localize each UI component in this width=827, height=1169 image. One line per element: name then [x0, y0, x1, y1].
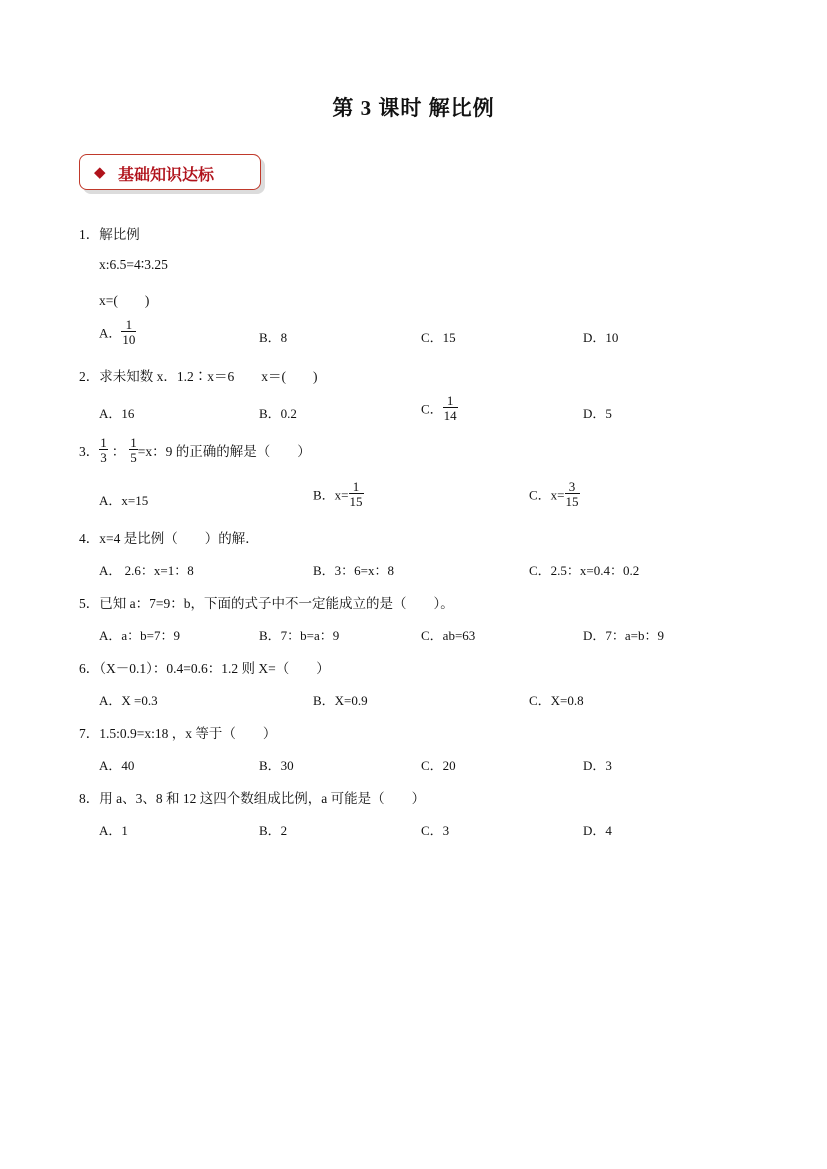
question-5-option-c[interactable]: C．ab=63 [421, 628, 476, 643]
denominator: 3 [100, 450, 107, 465]
denominator: 14 [443, 408, 457, 423]
denominator: 10 [122, 332, 136, 347]
question-3-option-b[interactable] [313, 480, 364, 508]
section-badge [79, 154, 261, 190]
fraction [121, 318, 136, 346]
question-5-option-d[interactable]: D．7：a=b：9 [583, 628, 664, 643]
question-6-stem: 6．（X－0.1）：0.4=0.6：1.2 则 X=（ ） [79, 661, 330, 676]
question-4-stem: 4．x=4 是比例（ ）的解． [79, 531, 259, 546]
question-2-option-a[interactable]: A．16 [99, 406, 135, 421]
fraction [349, 480, 364, 508]
fraction [443, 394, 458, 422]
question-6-option-c[interactable]: C．X=0.8 [529, 693, 584, 708]
numerator: 3 [568, 479, 576, 494]
question-6-option-a[interactable]: A．X =0.3 [99, 693, 158, 708]
question-4-option-a[interactable]: A． 2.6：x=1：8 [99, 563, 194, 578]
section-label: 基础知识达标 [118, 167, 215, 184]
question-7-option-c[interactable]: C．20 [421, 758, 456, 773]
question-7-option-b[interactable]: B．30 [259, 758, 294, 773]
ratio-sign: ： [111, 444, 126, 459]
question-1-equation: x:6.5=4∶3.25 [99, 257, 168, 272]
option-label: A． [99, 325, 122, 341]
question-2-option-c[interactable] [421, 394, 458, 422]
question-1-option-a[interactable] [99, 318, 136, 346]
question-1-option-c[interactable]: C．15 [421, 330, 456, 345]
question-text: =x：9 的正确的解是（ ） [137, 444, 311, 459]
question-5-option-a[interactable]: A．a：b=7：9 [99, 628, 180, 643]
question-8-option-d[interactable]: D．4 [583, 823, 612, 838]
question-1-option-b[interactable]: B．8 [259, 330, 288, 345]
question-5-option-b[interactable]: B．7：b=a：9 [259, 628, 340, 643]
question-8-stem: 8．用 a、3、8 和 12 这四个数组成比例，a 可能是（ ） [79, 791, 426, 806]
option-label: C． [421, 401, 443, 417]
question-7-option-a[interactable]: A．40 [99, 758, 135, 773]
question-3-stem [79, 436, 311, 464]
denominator: 15 [565, 494, 579, 509]
question-1-stem: 1．解比例 [79, 227, 140, 242]
question-4-option-b[interactable]: B．3：6=x：8 [313, 563, 395, 578]
question-7-stem: 7．1.5:0.9=x:18 ，x 等于（ ） [79, 726, 277, 741]
question-8-option-b[interactable]: B．2 [259, 823, 288, 838]
question-6-option-b[interactable]: B．X=0.9 [313, 693, 368, 708]
question-3-option-c[interactable] [529, 480, 580, 508]
numerator: 1 [125, 317, 133, 332]
question-2-stem: 2．求未知数 x．1.2∶x＝6 x＝( ) [79, 369, 318, 384]
fraction [99, 436, 108, 464]
question-number: 3． [79, 444, 100, 459]
numerator: 1 [446, 393, 454, 408]
question-2-option-d[interactable]: D．5 [583, 406, 612, 421]
diamond-icon: ◆ [94, 165, 106, 181]
question-1-option-d[interactable]: D．10 [583, 330, 619, 345]
question-2-option-b[interactable]: B．0.2 [259, 406, 297, 421]
numerator: 1 [100, 435, 107, 450]
question-1-blank: x=( ) [99, 293, 150, 308]
fraction [565, 480, 580, 508]
question-4-option-c[interactable]: C．2.5：x=0.4：0.2 [529, 563, 640, 578]
numerator: 1 [352, 479, 360, 494]
question-3-option-a[interactable]: A．x=15 [99, 493, 149, 508]
fraction [129, 436, 138, 464]
option-label: C．x= [529, 487, 565, 503]
question-5-stem: 5．已知 a：7=9：b，下面的式子中不一定能成立的是（ ）。 [79, 596, 454, 611]
numerator: 1 [130, 435, 137, 450]
denominator: 5 [130, 450, 137, 465]
page-title: 第 3 课时 解比例 [332, 96, 495, 120]
denominator: 15 [349, 494, 363, 509]
option-label: B．x= [313, 487, 349, 503]
question-8-option-c[interactable]: C．3 [421, 823, 450, 838]
question-8-option-a[interactable]: A．1 [99, 823, 128, 838]
question-7-option-d[interactable]: D．3 [583, 758, 612, 773]
